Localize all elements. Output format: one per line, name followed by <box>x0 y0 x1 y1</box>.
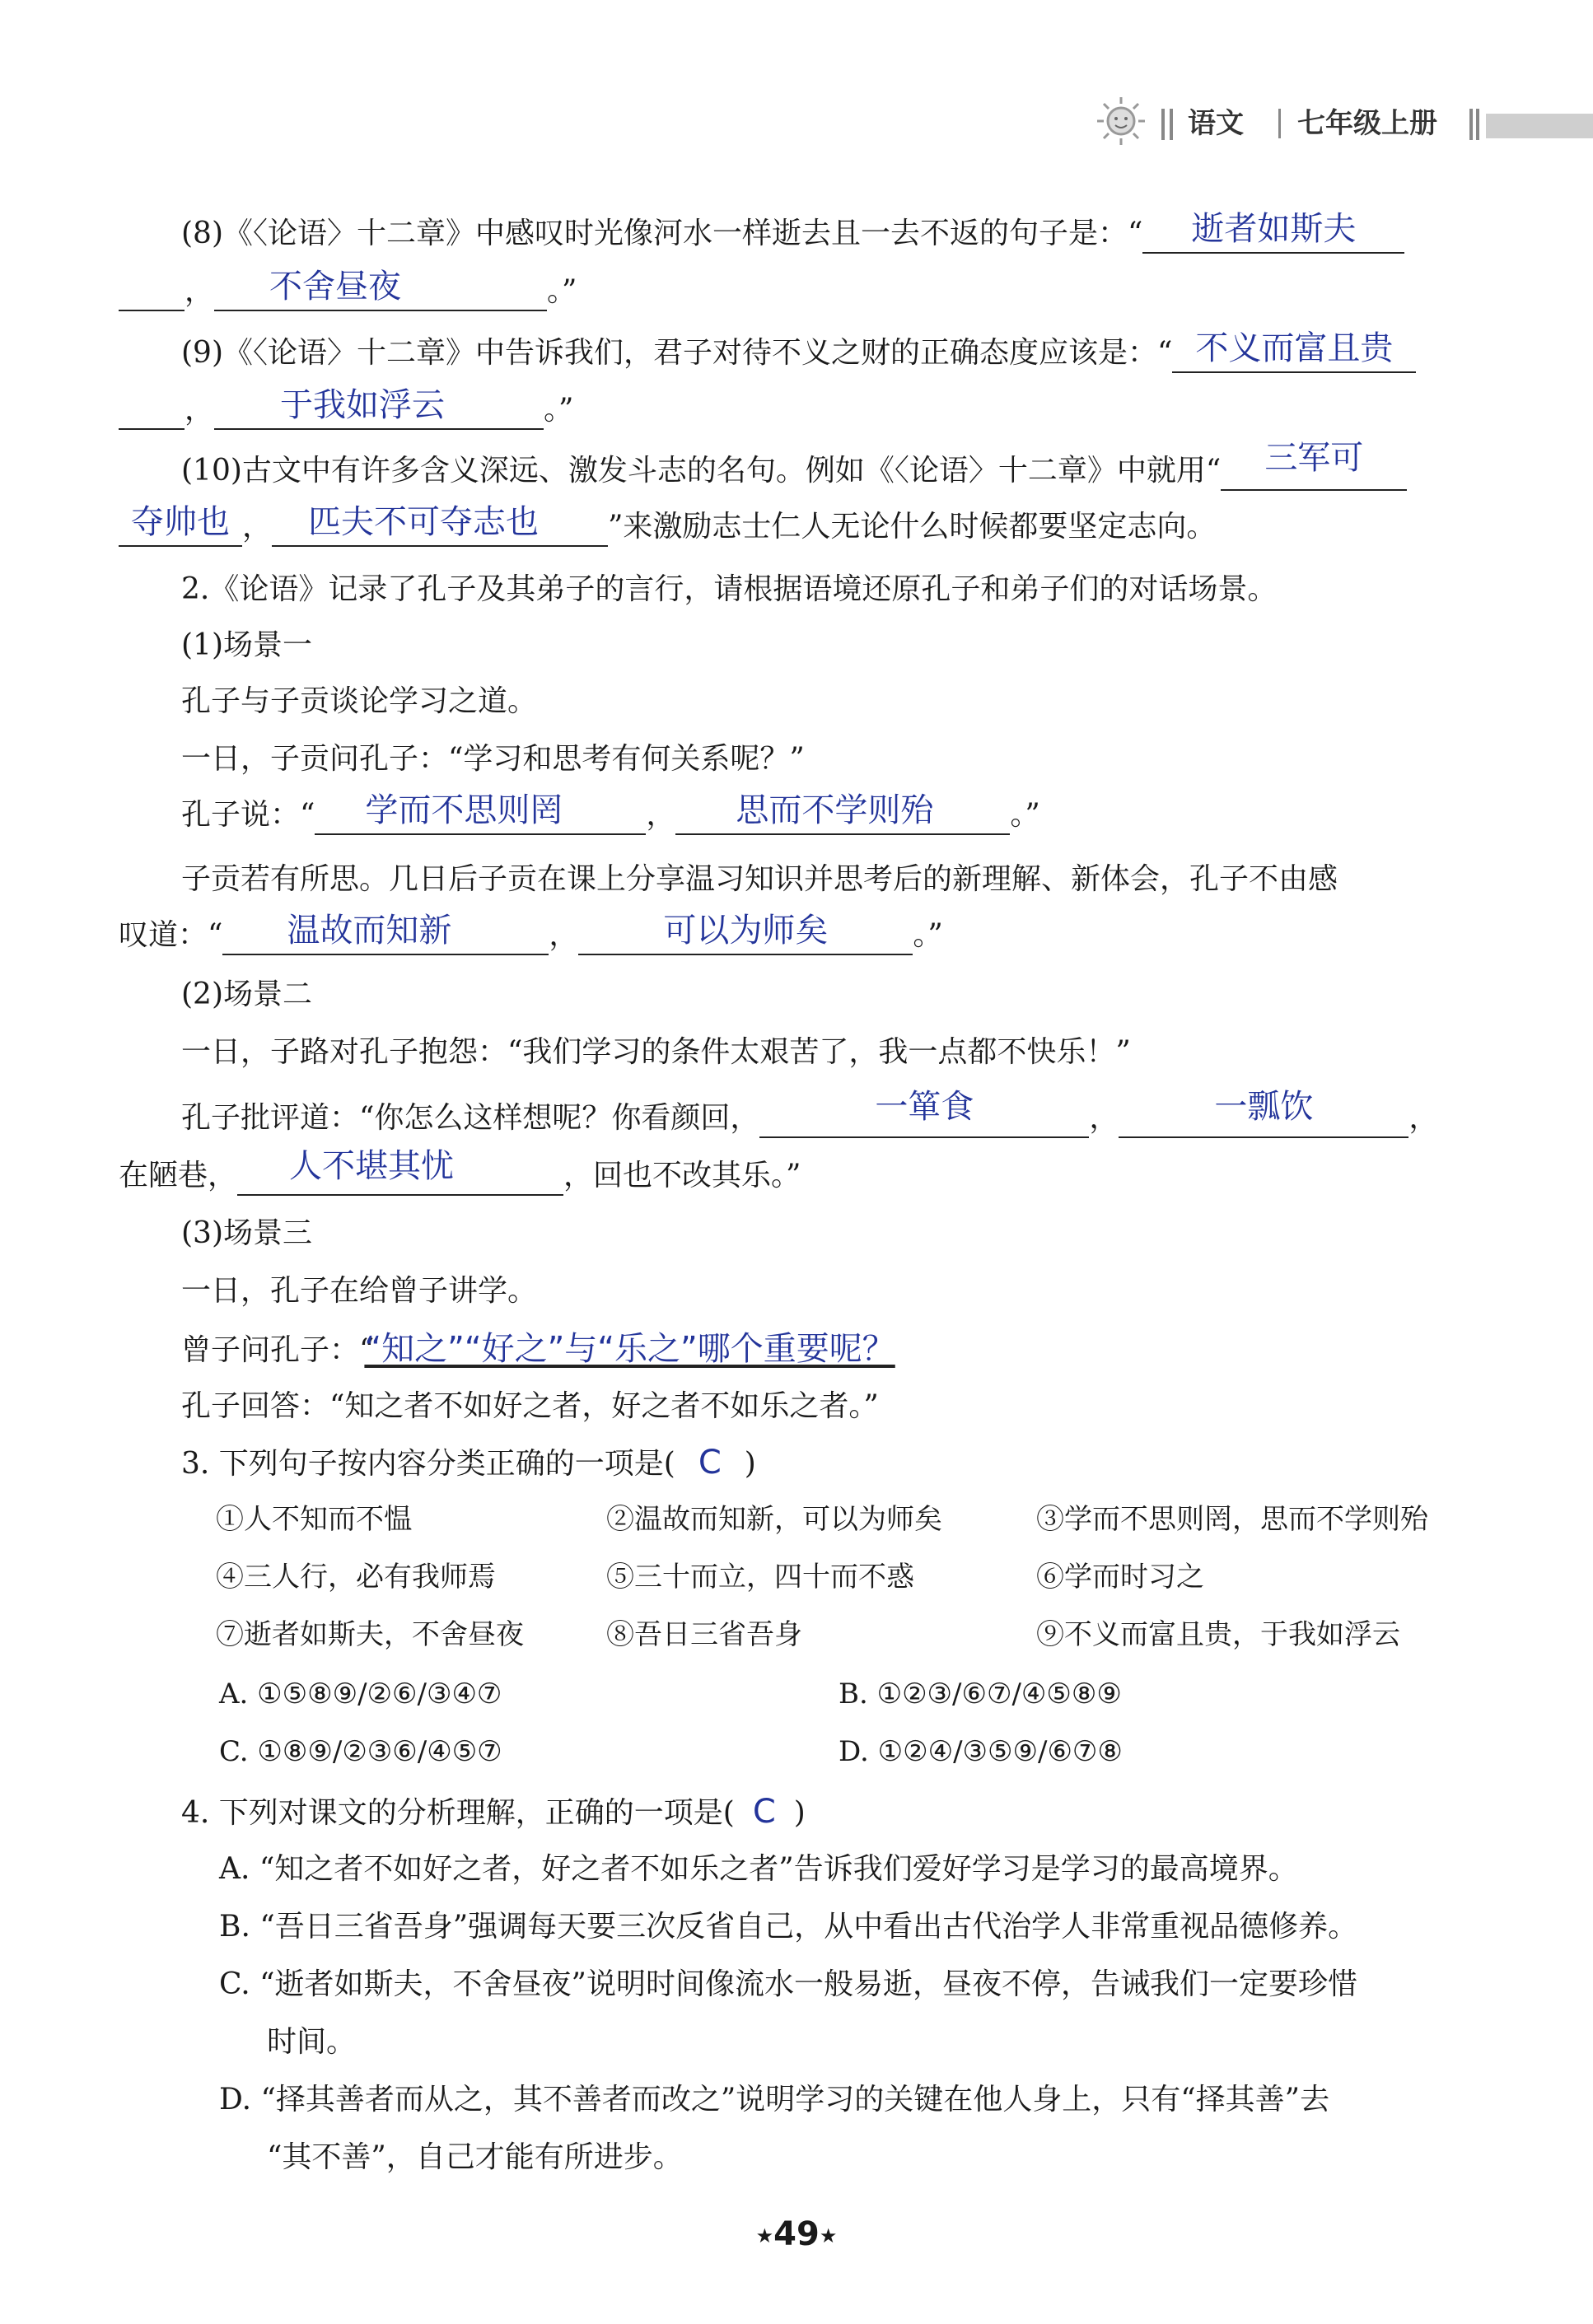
header-bar <box>1161 109 1165 140</box>
q2-scene1-line2: 一日，子贡问孔子：“学习和思考有何关系呢？” <box>181 742 805 776</box>
handwritten-answer: 逝者如斯夫 <box>1191 210 1357 248</box>
header-grade: 七年级上册 <box>1297 107 1437 140</box>
q1-item9-line2 <box>119 386 574 430</box>
handwritten-answer: 夺帅也 <box>131 503 230 541</box>
q2-scene2-line3 <box>119 1147 801 1196</box>
answer-blank[interactable] <box>214 386 544 430</box>
punctuation: ， <box>1408 1101 1439 1135</box>
q1-item8-line1 <box>181 210 1404 254</box>
punctuation: ， <box>185 274 215 308</box>
handwritten-answer: 不舍昼夜 <box>269 268 402 306</box>
header-bar <box>1469 109 1473 140</box>
question-text: (8)《〈论语〉十二章》中感叹时光像河水一样逝去且一去不返的句子是：“ <box>181 217 1143 250</box>
q3-sentence: ④三人行，必有我师焉 <box>216 1561 496 1594</box>
answer-blank[interactable] <box>1142 210 1404 254</box>
handwritten-answer[interactable]: “知之”“好之”与“乐之”哪个重要呢？ <box>364 1330 895 1368</box>
q2-scene3-line3: 孔子回答：“知之者不如好之者，好之者不如乐之者。” <box>181 1389 879 1423</box>
answer-blank[interactable] <box>119 503 242 547</box>
question-text: ”来激励志士仁人无论什么时候都要坚定志向。 <box>608 510 1217 544</box>
punctuation: ， <box>646 798 676 832</box>
answer-blank[interactable] <box>675 791 1010 835</box>
punctuation: 。” <box>1010 798 1040 832</box>
question-text: 在陋巷， <box>119 1159 238 1192</box>
handwritten-answer: 不义而富且贵 <box>1195 329 1394 367</box>
question-text: 叹道：“ <box>119 918 223 952</box>
handwritten-answer: 可以为师矣 <box>663 912 829 950</box>
header-bar <box>1170 109 1173 140</box>
header-separator <box>1278 109 1281 138</box>
punctuation: ， <box>185 393 215 427</box>
page-number-value: 49 <box>773 2215 820 2253</box>
answer-blank[interactable] <box>1221 439 1407 491</box>
q2-scene3-title: (3)场景三 <box>181 1216 312 1250</box>
answer-blank[interactable] <box>272 503 608 547</box>
answer-blank[interactable] <box>759 1088 1089 1138</box>
handwritten-answer: 三军可 <box>1264 439 1364 477</box>
q2-intro: 2.《论语》记录了孔子及其弟子的言行，请根据语境还原孔子和弟子们的对话场景。 <box>181 572 1278 606</box>
punctuation: ， <box>1089 1101 1119 1135</box>
question-text: (9)《〈论语〉十二章》中告诉我们，君子对待不义之财的正确态度应该是：“ <box>181 336 1173 370</box>
answer-blank[interactable] <box>578 912 913 955</box>
handwritten-answer: 一箪食 <box>875 1088 974 1126</box>
q1-item10-line2 <box>119 503 1217 547</box>
q2-scene1-line1: 孔子与子贡谈论学习之道。 <box>181 684 538 718</box>
question-text: 3. 下列句子按内容分类正确的一项是( <box>181 1447 675 1481</box>
punctuation: 。” <box>913 918 943 952</box>
handwritten-answer: 学而不思则罔 <box>365 791 563 829</box>
handwritten-answer: 一瓢饮 <box>1214 1088 1314 1126</box>
q3-sentence: ⑧吾日三省吾身 <box>606 1618 802 1651</box>
handwritten-answer[interactable]: C <box>698 1444 722 1482</box>
q3-sentence: ⑤三十而立，四十而不惑 <box>606 1561 914 1594</box>
q2-scene1-line5 <box>119 912 943 955</box>
question-text: 4. 下列对课文的分析理解，正确的一项是( <box>181 1796 735 1830</box>
q2-scene1-line4: 子贡若有所思。几日后子贡在课上分享温习知识并思考后的新理解、新体会，孔子不由感 <box>181 862 1338 896</box>
answer-blank[interactable] <box>1172 329 1416 373</box>
question-text: 孔子说：“ <box>181 798 315 832</box>
q2-scene2-title: (2)场景二 <box>181 978 312 1011</box>
question-text: ，回也不改其乐。” <box>563 1159 801 1192</box>
handwritten-answer: 于我如浮云 <box>280 386 446 424</box>
q3-option-a[interactable]: A. ①⑤⑧⑨/②⑥/③④⑦ <box>219 1678 502 1710</box>
q3-option-c[interactable]: C. ①⑧⑨/②③⑥/④⑤⑦ <box>219 1735 502 1768</box>
punctuation: 。” <box>544 393 574 427</box>
q3-option-b[interactable]: B. ①②③/⑥⑦/④⑤⑧⑨ <box>839 1678 1122 1710</box>
q4-option-d[interactable]: D. “择其善者而从之，其不善者而改之”说明学习的关键在他人身上，只有“择其善”去 <box>219 2083 1330 2116</box>
q1-item8-line2 <box>119 268 577 311</box>
q4-option-a[interactable]: A. “知之者不如好之者，好之者不如乐之者”告诉我们爱好学习是学习的最高境界。 <box>219 1852 1298 1886</box>
handwritten-answer: 人不堪其忧 <box>289 1147 455 1185</box>
answer-blank[interactable] <box>1119 1088 1408 1138</box>
answer-blank[interactable] <box>237 1147 563 1196</box>
answer-blank[interactable] <box>119 277 185 311</box>
question-text: 孔子批评道：“你怎么这样想呢？你看颜回， <box>181 1101 760 1135</box>
answer-blank[interactable] <box>222 912 549 955</box>
q3-sentence: ②温故而知新，可以为师矣 <box>606 1503 942 1536</box>
handwritten-answer: 思而不学则殆 <box>736 791 934 829</box>
q1-item10-line1 <box>181 439 1407 491</box>
question-text: (10)古文中有许多含义深远、激发斗志的名句。例如《〈论语〉十二章》中就用“ <box>181 454 1222 488</box>
q2-scene1-line3 <box>181 791 1040 835</box>
punctuation: ) <box>793 1796 806 1830</box>
page-header <box>1095 92 1593 152</box>
sun-mascot-icon <box>1095 96 1147 147</box>
answer-blank[interactable] <box>214 268 547 311</box>
punctuation: ， <box>242 510 273 544</box>
q3-sentence: ⑦逝者如斯夫，不舍昼夜 <box>216 1618 524 1651</box>
q3-sentence: ⑥学而时习之 <box>1036 1561 1204 1594</box>
q2-scene2-line2 <box>181 1088 1439 1138</box>
q3-sentence: ①人不知而不愠 <box>216 1503 412 1536</box>
header-subject: 语文 <box>1188 107 1244 140</box>
handwritten-answer[interactable]: C <box>752 1793 776 1831</box>
punctuation: 。” <box>547 274 577 308</box>
header-decoration <box>1486 114 1593 138</box>
star-icon: ★ <box>819 2224 838 2247</box>
answer-blank[interactable] <box>315 791 646 835</box>
q4-option-c[interactable]: C. “逝者如斯夫，不舍昼夜”说明时间像流水一般易逝，昼夜不停，告诫我们一定要珍惜 <box>219 1967 1357 2001</box>
q4-option-b[interactable]: B. “吾日三省吾身”强调每天要三次反省自己，从中看出古代治学人非常重视品德修养。 <box>219 1910 1358 1944</box>
q3-sentence: ③学而不思则罔，思而不学则殆 <box>1036 1503 1428 1536</box>
q3-sentence: ⑨不义而富且贵，于我如浮云 <box>1036 1618 1400 1651</box>
q3-stem <box>181 1443 756 1484</box>
question-text: 曾子问孔子：“ <box>181 1333 375 1367</box>
q2-scene1-title: (1)场景一 <box>181 628 312 662</box>
q4-option-c-cont: 时间。 <box>267 2025 357 2059</box>
q2-scene2-line1: 一日，子路对孔子抱怨：“我们学习的条件太艰苦了，我一点都不快乐！” <box>181 1035 1131 1069</box>
q2-scene3-line1: 一日，孔子在给曾子讲学。 <box>181 1274 538 1308</box>
punctuation: ， <box>549 918 579 952</box>
q4-stem <box>181 1792 806 1833</box>
page-number <box>0 2215 1593 2253</box>
q4-option-d-cont: “其不善”，自己才能有所进步。 <box>267 2140 683 2174</box>
handwritten-answer: 匹夫不可夺志也 <box>308 503 540 541</box>
punctuation: ) <box>744 1447 756 1481</box>
q1-item9-line1 <box>181 329 1416 373</box>
answer-blank[interactable] <box>119 395 185 430</box>
handwritten-answer: 温故而知新 <box>287 912 452 950</box>
q3-option-d[interactable]: D. ①②④/③⑤⑨/⑥⑦⑧ <box>839 1735 1123 1768</box>
header-bar <box>1476 109 1479 140</box>
star-icon: ★ <box>755 2224 774 2247</box>
q2-scene3-line2 <box>181 1329 895 1370</box>
